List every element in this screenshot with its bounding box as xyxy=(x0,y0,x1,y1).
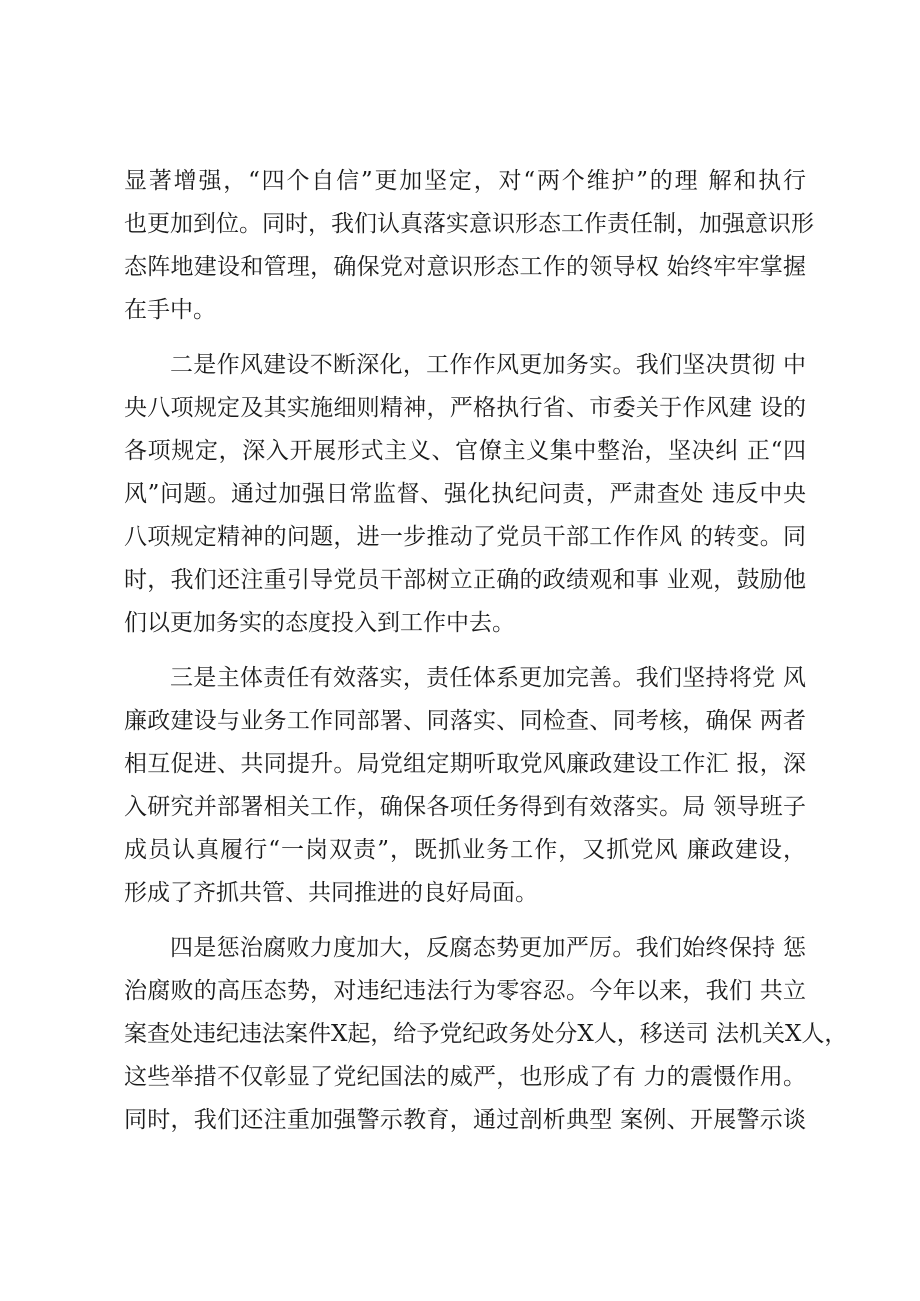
text-line: 在手中。 xyxy=(124,297,216,323)
document-body xyxy=(124,160,848,1142)
paragraph-3 xyxy=(124,657,806,915)
text-line: 也更加到位。同时，我们认真落实意识形态工作责任制，加强意识形 xyxy=(124,211,814,237)
text-line: 治腐败的高压态势，对违纪违法行为零容忍。今年以来，我们 共立 xyxy=(124,978,806,1004)
text-line: 四是惩治腐败力度加大，反腐态势更加严厉。我们始终保持 惩 xyxy=(170,935,806,961)
text-line: 廉政建设与业务工作同部署、同落实、同检查、同考核，确保 两者 xyxy=(124,708,806,734)
text-line: 案查处违纪违法案件X起，给予党纪政务处分X人，移送司 法机关X人， xyxy=(124,1021,848,1047)
text-line: 们以更加务实的态度投入到工作中去。 xyxy=(124,610,515,636)
paragraph-2 xyxy=(124,344,806,645)
text-line: 这些举措不仅彰显了党纪国法的威严，也形成了有 力的震慑作用。 xyxy=(124,1064,806,1090)
text-line: 央八项规定及其实施细则精神，严格执行省、市委关于作风建 设的 xyxy=(124,395,806,421)
text-line: 二是作风建设不断深化，工作作风更加务实。我们坚决贯彻 中 xyxy=(170,352,806,378)
text-line: 时，我们还注重引导党员干部树立正确的政绩观和事 业观，鼓励他 xyxy=(124,567,806,593)
text-line: 成员认真履行“一岗双责”，既抓业务工作，又抓党风 廉政建设， xyxy=(124,837,806,863)
text-line: 态阵地建设和管理，确保党对意识形态工作的领导权 始终牢牢掌握 xyxy=(124,254,806,280)
text-line: 相互促进、共同提升。局党组定期听取党风廉政建设工作汇 报，深 xyxy=(124,751,806,777)
text-line: 形成了齐抓共管、共同推进的良好局面。 xyxy=(124,880,538,906)
text-line: 三是主体责任有效落实，责任体系更加完善。我们坚持将党 风 xyxy=(170,665,806,691)
text-line: 显著增强，“四个自信”更加坚定，对“两个维护”的理 解和执行 xyxy=(124,168,806,194)
text-line: 风”问题。通过加强日常监督、强化执纪问责，严肃查处 违反中央 xyxy=(124,481,806,507)
paragraph-1 xyxy=(124,160,814,332)
text-line: 各项规定，深入开展形式主义、官僚主义集中整治，坚决纠 正“四 xyxy=(124,438,806,464)
paragraph-4 xyxy=(124,927,848,1142)
text-line: 八项规定精神的问题，进一步推动了党员干部工作作风 的转变。同 xyxy=(124,524,806,550)
text-line: 同时，我们还注重加强警示教育，通过剖析典型 案例、开展警示谈 xyxy=(124,1107,806,1133)
text-line: 入研究并部署相关工作，确保各项任务得到有效落实。局 领导班子 xyxy=(124,794,806,820)
